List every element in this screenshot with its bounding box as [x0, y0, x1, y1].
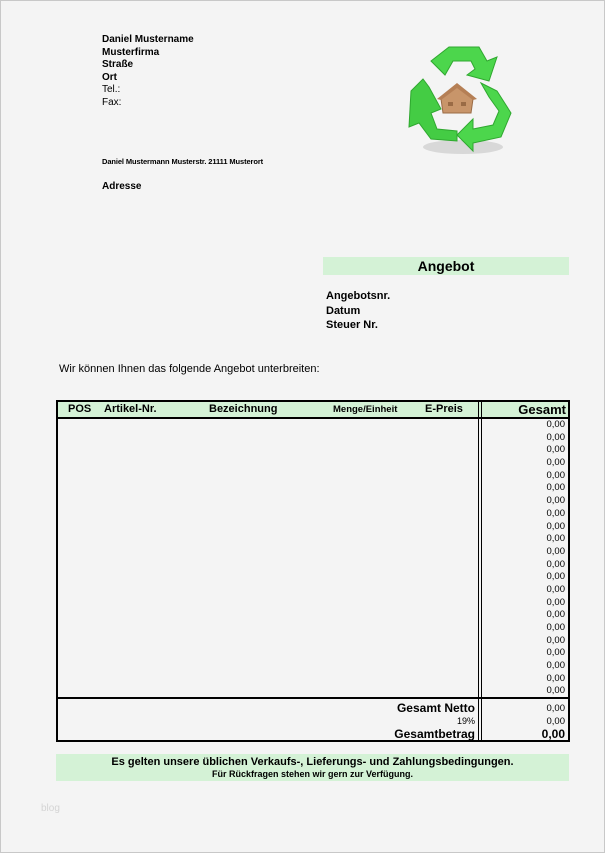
table-row: 0,00	[546, 444, 565, 456]
table-row: 0,00	[546, 685, 565, 697]
terms-line-2: Für Rückfragen stehen wir gern zur Verfügung.	[211, 769, 414, 779]
column-divider	[481, 402, 482, 740]
terms-line-1: Es gelten unsere üblichen Verkaufs-, Lieferungs- und Zahlungsbedingungen.	[111, 756, 514, 768]
table-row: 0,00	[546, 596, 565, 608]
table-row: 0,00	[546, 571, 565, 583]
table-row: 0,00	[546, 533, 565, 545]
recipient-address: Adresse	[102, 181, 142, 192]
total-column	[485, 419, 565, 698]
header-pos: POS	[68, 403, 92, 415]
table-row: 0,00	[546, 482, 565, 494]
table-header	[58, 402, 568, 419]
date-label: Datum	[326, 304, 361, 317]
gross-total-label: Gesamtbetrag	[394, 727, 475, 741]
gross-total-value: 0,00	[541, 727, 565, 741]
sender-phone: Tel.:	[102, 84, 121, 96]
sender-name: Daniel Mustername	[102, 34, 194, 45]
vat-label: 19%	[456, 716, 475, 726]
net-total-value: 0,00	[546, 703, 565, 714]
header-unit-price: E-Preis	[425, 403, 463, 415]
net-total-label: Gesamt Netto	[396, 701, 475, 715]
sender-fax: Fax:	[102, 96, 122, 108]
table-row: 0,00	[546, 520, 565, 532]
table-row: 0,00	[546, 647, 565, 659]
sender-street: Straße	[102, 59, 134, 71]
offer-table	[56, 400, 570, 742]
sender-company: Musterfirma	[102, 46, 160, 58]
recycling-house-icon	[401, 39, 521, 164]
table-summary	[58, 697, 568, 741]
header-description: Bezeichnung	[209, 403, 278, 415]
header-total: Gesamt	[518, 402, 566, 417]
table-row: 0,00	[546, 672, 565, 684]
table-row: 0,00	[546, 495, 565, 507]
header-article: Artikel-Nr.	[104, 403, 157, 415]
sender-city: Ort	[102, 71, 117, 83]
table-row: 0,00	[546, 469, 565, 481]
sender-block	[102, 34, 194, 110]
table-row: 0,00	[546, 622, 565, 633]
table-row: 0,00	[546, 558, 565, 570]
vat-value: 0,00	[546, 716, 565, 727]
tax-number-label: Steuer Nr.	[326, 319, 378, 331]
table-row: 0,00	[546, 431, 565, 443]
table-row: 0,00	[546, 583, 565, 595]
table-row: 0,00	[546, 634, 565, 646]
table-row: 0,00	[546, 507, 565, 519]
table-row: 0,00	[546, 660, 565, 672]
intro-text: Wir können Ihnen das folgende Angebot unterbreiten:	[59, 363, 320, 375]
offer-number-label: Angebotsnr.	[326, 290, 391, 302]
header-quantity: Menge/Einheit	[333, 404, 398, 415]
document-meta	[326, 289, 390, 333]
table-row: 0,00	[546, 457, 565, 469]
table-row: 0,00	[546, 609, 565, 621]
column-divider	[478, 402, 479, 740]
table-row: 0,00	[546, 419, 565, 430]
document-title: Angebot	[323, 257, 569, 275]
table-row: 0,00	[546, 545, 565, 557]
return-address-line: Daniel Mustermann Musterstr. 21111 Musterort	[102, 157, 264, 166]
terms-box	[56, 754, 569, 781]
watermark: blog	[41, 803, 60, 814]
